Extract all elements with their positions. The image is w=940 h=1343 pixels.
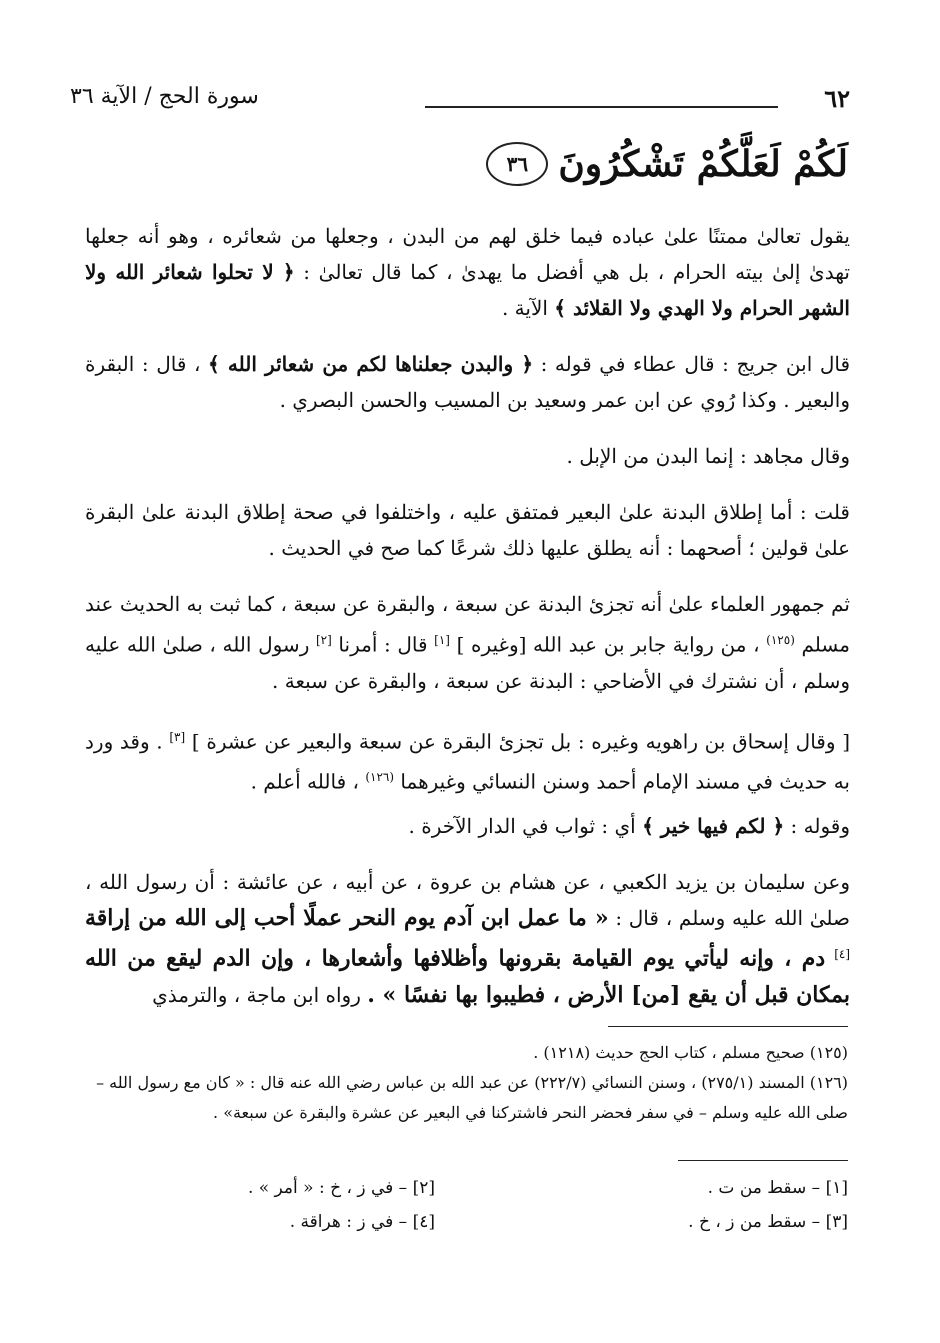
footnote-ref: (١٢٥) <box>766 633 795 647</box>
page-number: ٦٢ <box>824 84 850 113</box>
commentary-body <box>85 218 850 1033</box>
page-header <box>70 84 850 124</box>
footnotes <box>83 1038 848 1128</box>
variant-ref: [٤] <box>834 946 851 961</box>
variant-note-1: [١] – سقط من ت . <box>707 1178 848 1198</box>
quran-quote: ﴿ والبدن جعلناها لكم من شعائر الله ﴾ <box>207 352 534 376</box>
header-rule <box>425 106 778 108</box>
paragraph-1: يقول تعالىٰ ممتنًا علىٰ عباده فيما خلق لهم من البدن ، وجعلها من شعائره ، وهو أنه جعلها تهدىٰ إلىٰ بيته الحرام ، بل هي أفضل ما يهدىٰ ، كما قال تعالىٰ : ﴿ لا تحلوا شعائر الله ولا الشهر الحرام ولا الهدي ولا القلائد ﴾ الآية . <box>85 224 850 320</box>
hadith-text: « ما عمل ابن آدم يوم النحر عملًا أحب إلى الله من إراقة <box>85 904 609 931</box>
variant-ref: [٣] <box>169 729 186 744</box>
quran-verse <box>486 142 848 186</box>
paragraph-7: وقوله : ﴿ لكم فيها خير ﴾ أي : ثواب في الدار الآخرة . <box>408 813 850 838</box>
footnote-125: (١٢٥) صحيح مسلم ، كتاب الحج حديث (١٢١٨) . <box>533 1043 848 1062</box>
hadith-text: دم ، وإنه ليأتي يوم القيامة بقرونها وأظلافها وأشعارها ، وإن الدم ليقع من الله بمكان قبل أن يقع [من] الأرض ، فطيبوا بها نفسًا » . <box>85 945 850 1008</box>
footnote-rule <box>608 1026 848 1027</box>
quran-quote: ﴿ لكم فيها خير ﴾ <box>642 813 785 838</box>
variant-ref: [٢] <box>315 633 332 647</box>
variant-note-4: [٤] – في ز : هراقة . <box>289 1212 435 1232</box>
paragraph-8: وعن سليمان بن يزيد الكعبي ، عن هشام بن عروة ، عن أبيه ، عن عائشة : أن رسول الله ، صلىٰ الله عليه وسلم ، قال : « ما عمل ابن آدم يوم النحر عملًا أحب إلى الله من إراقة [٤] دم ، وإنه ليأتي يوم القيامة بقرونها وأظلافها وأشعارها ، وإن الدم ليقع من الله بمكان قبل أن يقع [من] الأرض ، فطيبوا بها نفسًا » . رواه ابن ماجة ، والترمذي <box>85 869 851 1008</box>
running-title: سورة الحج / الآية ٣٦ <box>70 84 259 109</box>
footnote-126: (١٢٦) المسند (٢٧٥/١) ، وسنن النسائي (٢٢٢/٧) عن عبد الله بن عباس رضي الله عنه قال : « كان مع رسول الله – صلى الله عليه وسلم – في سفر فحضر النحر فاشتركنا في البعير عن عشرة والبقرة عن سبعة» . <box>96 1073 848 1122</box>
paragraph-6: [ وقال إسحاق بن راهويه وغيره : بل تجزئ البقرة عن سبعة والبعير عن عشرة ] [٣] . وقد ورد به حديث في مسند الإمام أحمد وسنن النسائي وغيرهما $^{(١٢٦)}$ ، فالله أعلم . <box>85 729 850 794</box>
verse-text: لَكُمْ لَعَلَّكُمْ تَشْكُرُونَ <box>558 143 848 185</box>
variant-note-2: [٢] – في ز ، خ : « أمر » . <box>247 1178 435 1198</box>
paragraph-2: قال ابن جريج : قال عطاء في قوله : ﴿ والبدن جعلناها لكم من شعائر الله ﴾ ، قال : البقرة والبعير . وكذا رُوي عن ابن عمر وسعيد بن المسيب والحسن البصري . <box>85 352 851 412</box>
paragraph-5: ثم جمهور العلماء علىٰ أنه تجزئ البدنة عن سبعة ، والبقرة عن سبعة ، كما ثبت به الحديث عند مسلم $^{(١٢٥)}$ ، من رواية جابر بن عبد الله [وغيره ] [١] قال : أمرنا [٢] رسول الله ، صلىٰ الله عليه وسلم ، أن نشترك في الأضاحي : البدنة عن سبعة ، والبقرة عن سبعة . <box>85 592 850 693</box>
quran-quote: ﴿ لا تحلوا شعائر الله ولا الشهر الحرام ولا الهدي ولا القلائد ﴾ <box>85 260 850 320</box>
paragraph-3: وقال مجاهد : إنما البدن من الإبل . <box>566 444 850 468</box>
footnote-ref: (١٢٦) <box>365 770 395 785</box>
ayah-number-marker: ٣٦ <box>486 142 548 186</box>
variant-note-3: [٣] – سقط من ز ، خ . <box>688 1212 848 1232</box>
variant-ref: [١] <box>434 633 450 647</box>
paragraph-4: قلت : أما إطلاق البدنة علىٰ البعير فمتفق عليه ، واختلفوا في صحة إطلاق البدنة علىٰ البقرة علىٰ قولين ؛ أصحهما : أنه يطلق عليها ذلك شرعًا كما صح في الحديث . <box>85 500 850 560</box>
variants-rule <box>678 1160 848 1161</box>
